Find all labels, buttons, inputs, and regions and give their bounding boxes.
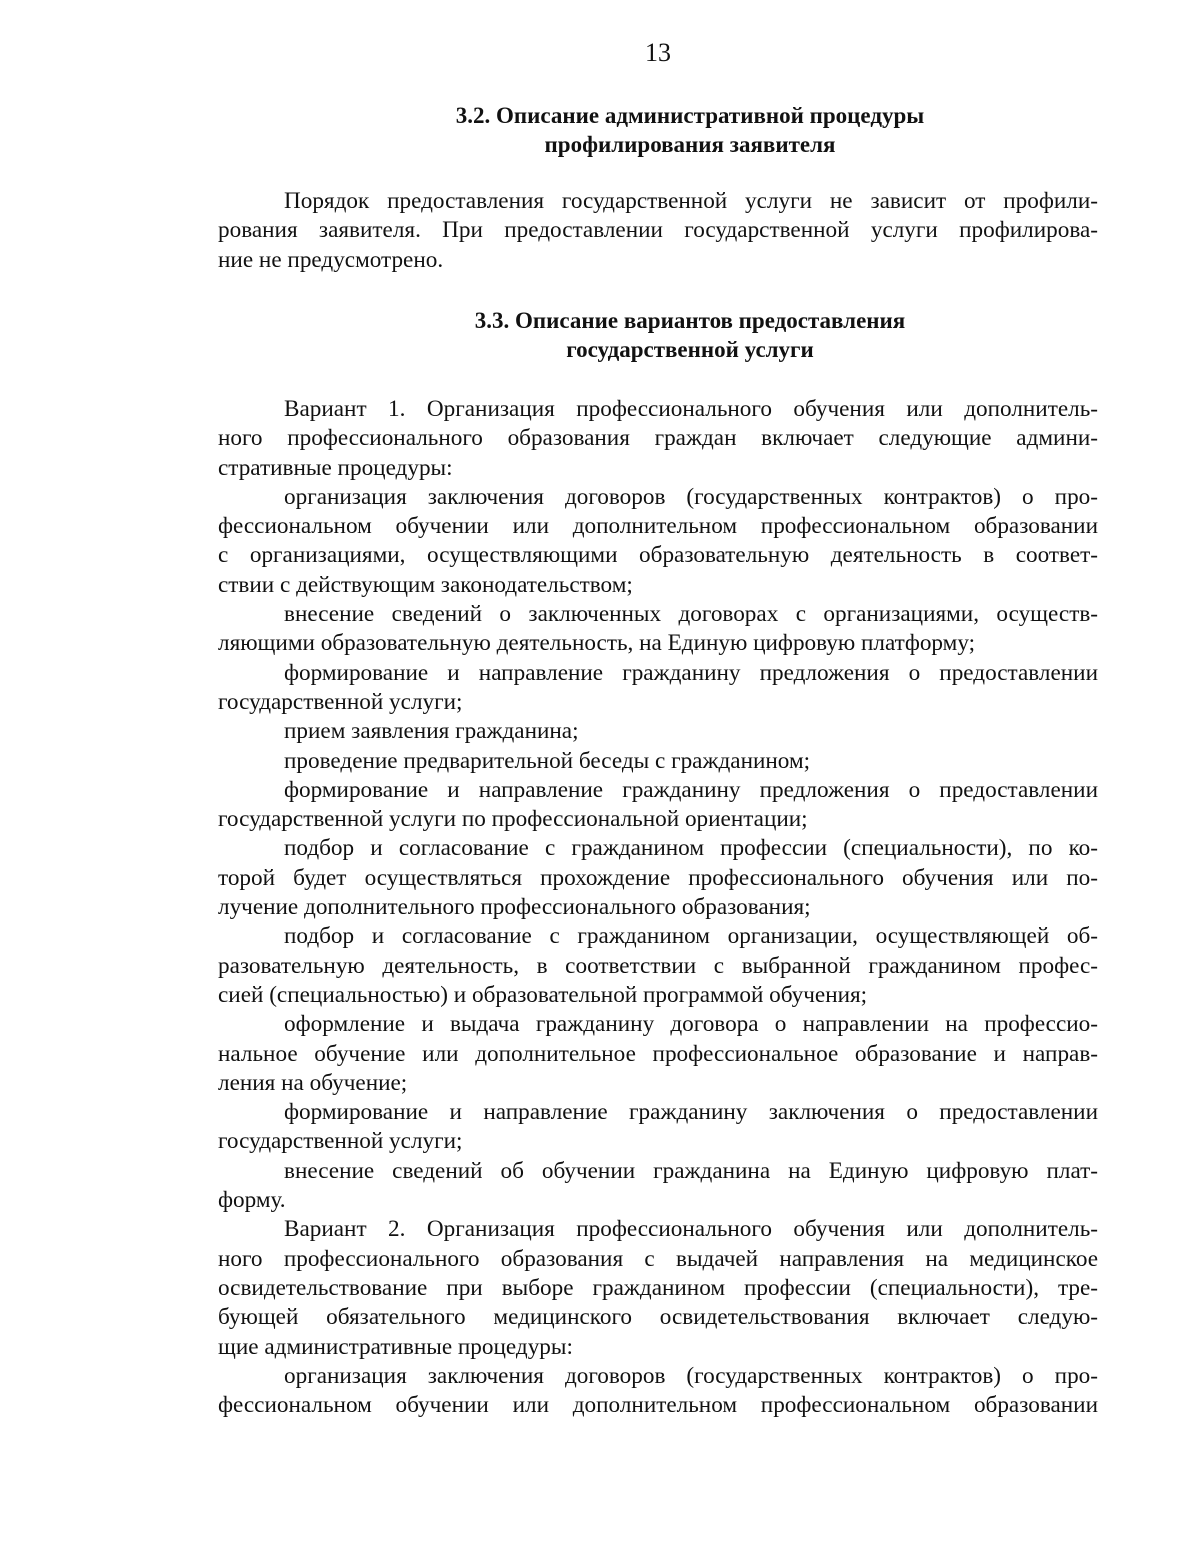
variants-text [218,395,1098,1420]
text-line: бующей обязательного медицинского освидетельствования включает следую- [218,1304,1098,1331]
text-line: ления на обучение; [218,1069,408,1096]
heading-line: 3.2. Описание административной процедуры [455,103,925,128]
text-line: ляющими образовательную деятельность, на Единую цифровую платформу; [218,630,976,657]
text-line: проведение предварительной беседы с гражданином; [284,747,811,774]
section-heading-3-2 [380,101,1000,160]
text-line: организация заключения договоров (государственных контрактов) о про- [284,1362,1098,1389]
text-line: с организациями, осуществляющими образовательную деятельность в соответ- [218,542,1098,569]
text-line: торой будет осуществляться прохождение профессионального обучения или по- [218,864,1098,891]
text-line: сией (специальностью) и образовательной программой обучения; [218,981,868,1008]
text-line: рования заявителя. При предоставлении государственной услуги профилирова- [218,217,1098,244]
text-line: формирование и направление гражданину заключения о предоставлении [284,1099,1098,1126]
text-line: щие административные процедуры: [218,1333,573,1360]
text-line: форму. [218,1187,286,1214]
text-line: подбор и согласование с гражданином профессии (специальности), по ко- [284,835,1098,862]
text-line: формирование и направление гражданину предложения о предоставлении [284,776,1098,803]
text-line: освидетельствование при выборе гражданином профессии (специальности), тре- [218,1274,1098,1301]
text-line: ного профессионального образования с выдачей направления на медицинское [218,1245,1098,1272]
text-line: формирование и направление гражданину предложения о предоставлении [284,659,1098,686]
section-heading-3-3 [380,306,1000,365]
text-line: Порядок предоставления государственной услуги не зависит от профили- [284,188,1098,214]
text-line: государственной услуги по профессиональной ориентации; [218,806,808,833]
text-line: подбор и согласование с гражданином организации, осуществляющей об- [284,923,1098,950]
text-line: ние не предусмотрено. [218,246,444,273]
text-line: государственной услуги; [218,688,463,715]
page-number: 13 [645,38,671,67]
text-line: фессиональном обучении или дополнительном профессиональном образовании [218,513,1098,540]
text-line: ствии с действующим законодательством; [218,571,633,598]
paragraph-profiling [218,187,1098,275]
text-line: оформление и выдача гражданину договора о направлении на профессио- [284,1011,1098,1038]
text-line: фессиональном обучении или дополнительном профессиональном образовании [218,1392,1098,1419]
text-line: лучение дополнительного профессионального образования; [218,894,811,921]
text-line: нальное обучение или дополнительное профессиональное образование и направ- [218,1040,1098,1067]
heading-line: профилирования заявителя [544,132,836,158]
text-line: стративные процедуры: [218,454,453,481]
text-line: внесение сведений о заключенных договорах с организациями, осуществ- [284,601,1098,628]
heading-line: 3.3. Описание вариантов предоставления [474,308,906,333]
text-line: разовательную деятельность, в соответствии с выбранной гражданином профес- [218,952,1098,979]
text-line: государственной услуги; [218,1128,463,1155]
text-line: внесение сведений об обучении гражданина на Единую цифровую плат- [284,1157,1098,1184]
text-line: Вариант 2. Организация профессионального обучения или дополнитель- [284,1216,1098,1243]
text-line: организация заключения договоров (государственных контрактов) о про- [284,483,1098,510]
heading-line: государственной услуги [566,337,814,363]
text-line: прием заявления гражданина; [284,718,579,745]
text-line: Вариант 1. Организация профессионального обучения или дополнитель- [284,396,1098,422]
text-line: ного профессионального образования граждан включает следующие админи- [218,425,1098,452]
